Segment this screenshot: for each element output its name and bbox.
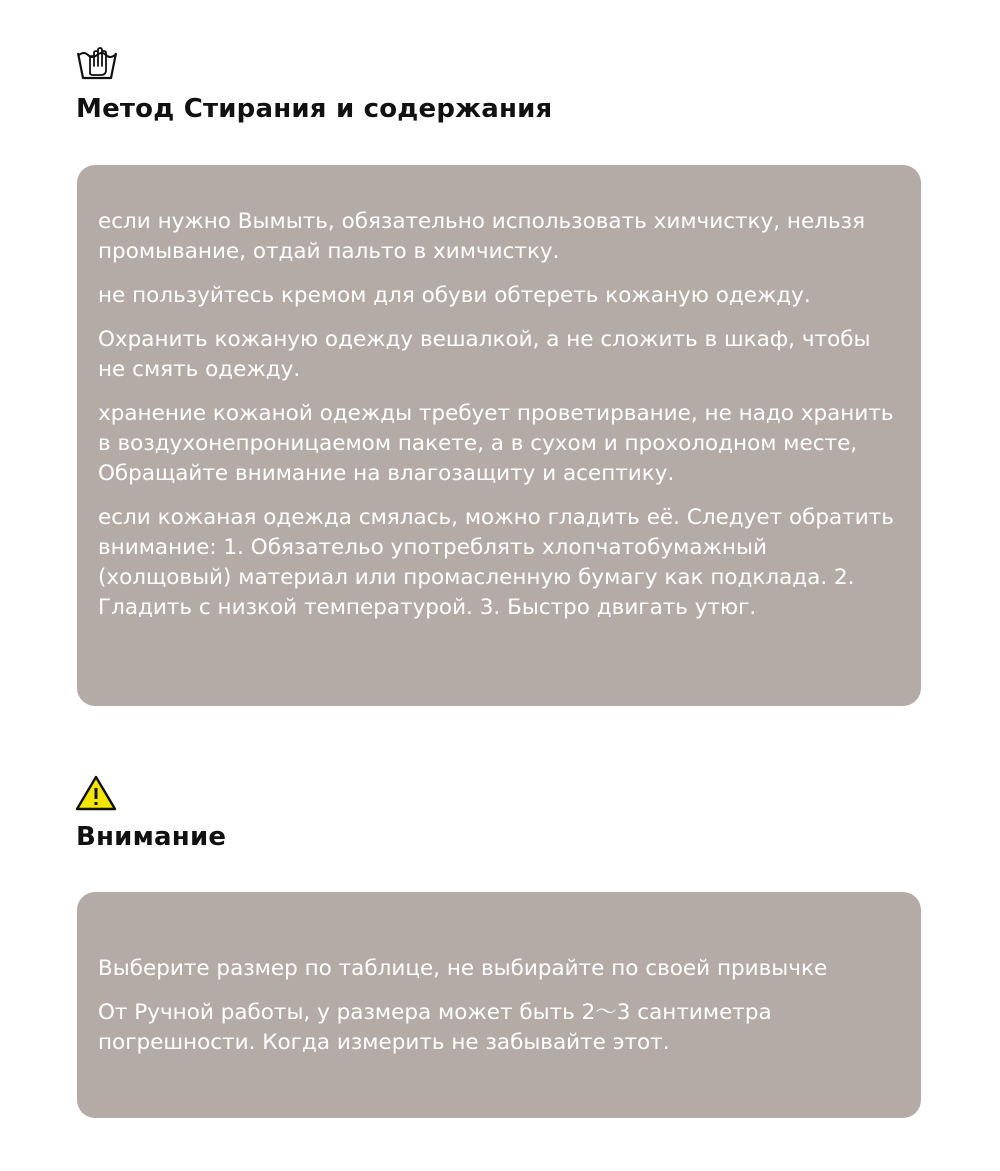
washing-paragraph-dry-clean: если нужно Вымыть, обязательно использовать химчистку, нельзя промывание, отдай пальто в химчистку.: [98, 209, 865, 264]
attention-card: [77, 892, 921, 1118]
washing-paragraph-storage: хранение кожаной одежды требует проветирвание, не надо хранить в воздухонепроницаемом пакете, а в сухом и прохолодном месте, Обращайте внимание на влагозащиту и асептику.: [98, 401, 894, 486]
washing-paragraph-hanger: Охранить кожаную одежду вешалкой, а не сложить в шкаф, чтобы не смять одежду.: [98, 327, 871, 382]
attention-paragraph-size-table: Выберите размер по таблице, не выбирайте по своей привычке: [98, 956, 828, 981]
hand-wash-icon: [76, 44, 118, 80]
washing-section-title: Метод Стирания и содержания: [76, 94, 553, 124]
washing-paragraph-ironing: если кожаная одежда смялась, можно гладить её. Следует обратить внимание: 1. Обязательо употреблять хлопчатобумажный (холщовый) материал или промасленную бумагу как подклада. 2. Гладить с низкой температурой. 3. Быстро двигать утюг.: [98, 505, 894, 620]
attention-section-title: Внимание: [76, 822, 227, 852]
washing-paragraph-no-shoe-cream: не пользуйтесь кремом для обуви обтереть кожаную одежду.: [98, 283, 811, 308]
warning-icon: [76, 775, 118, 811]
attention-paragraph-tolerance: От Ручной работы, у размера может быть 2〜3 сантиметра погрешности. Когда измерить не забывайте этот.: [98, 1000, 772, 1055]
washing-instructions-card: [77, 165, 921, 706]
